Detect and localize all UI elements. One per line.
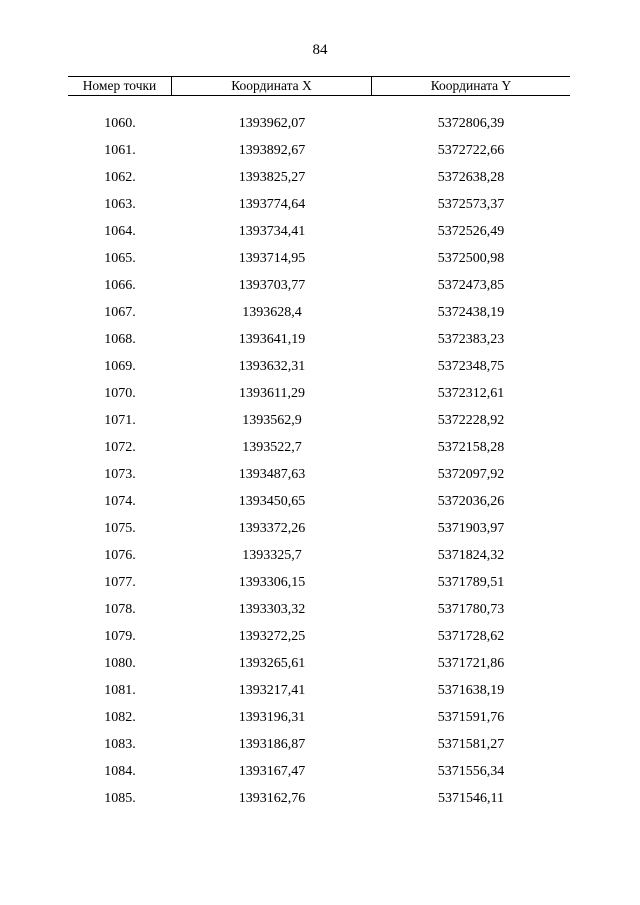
cell-coordinate-x: 1393522,7 <box>242 440 302 455</box>
table-row <box>68 299 570 326</box>
table-row <box>68 353 570 380</box>
cell-coordinate-y: 5372806,39 <box>437 116 505 131</box>
cell-coordinate-x: 1393714,95 <box>238 251 306 266</box>
cell-coordinate-x: 1393632,31 <box>238 359 306 374</box>
cell-coordinate-y: 5371556,34 <box>437 764 505 779</box>
cell-point-number: 1061. <box>104 143 136 158</box>
cell-point-number: 1073. <box>104 467 136 482</box>
cell-point-number: 1079. <box>104 629 136 644</box>
cell-point-number: 1076. <box>104 548 136 563</box>
cell-coordinate-x: 1393265,61 <box>238 656 306 671</box>
cell-point-number: 1078. <box>104 602 136 617</box>
cell-point-number: 1080. <box>104 656 136 671</box>
cell-coordinate-y: 5372573,37 <box>437 197 505 212</box>
cell-coordinate-x: 1393628,4 <box>242 305 302 320</box>
cell-point-number: 1067. <box>104 305 136 320</box>
cell-coordinate-y: 5371721,86 <box>437 656 505 671</box>
table-row <box>68 785 570 812</box>
cell-point-number: 1063. <box>104 197 136 212</box>
cell-coordinate-x: 1393641,19 <box>238 332 306 347</box>
cell-coordinate-x: 1393962,07 <box>238 116 306 131</box>
table-row <box>68 218 570 245</box>
cell-coordinate-x: 1393562,9 <box>242 413 302 428</box>
cell-point-number: 1065. <box>104 251 136 266</box>
cell-coordinate-x: 1393272,25 <box>238 629 306 644</box>
cell-coordinate-y: 5372383,23 <box>437 332 505 347</box>
table-row <box>68 191 570 218</box>
cell-coordinate-y: 5371789,51 <box>437 575 505 590</box>
cell-coordinate-x: 1393611,29 <box>239 386 305 401</box>
cell-point-number: 1060. <box>104 116 136 131</box>
cell-coordinate-y: 5371728,62 <box>437 629 505 644</box>
table-row <box>68 407 570 434</box>
table-row <box>68 515 570 542</box>
cell-coordinate-x: 1393450,65 <box>238 494 306 509</box>
table-row <box>68 137 570 164</box>
page-number: 84 <box>312 42 328 58</box>
cell-coordinate-y: 5372473,85 <box>437 278 505 293</box>
cell-coordinate-y: 5372526,49 <box>437 224 505 239</box>
header-coordinate-y: Координата Y <box>430 78 512 93</box>
table-row <box>68 326 570 353</box>
cell-coordinate-x: 1393892,67 <box>238 143 306 158</box>
table-row <box>68 245 570 272</box>
header-coordinate-x: Координата X <box>172 77 372 95</box>
cell-coordinate-y: 5372097,92 <box>437 467 505 482</box>
cell-coordinate-x: 1393774,64 <box>238 197 306 212</box>
cell-coordinate-y: 5372036,26 <box>437 494 505 509</box>
cell-coordinate-x: 1393186,87 <box>238 737 306 752</box>
cell-point-number: 1066. <box>104 278 136 293</box>
table-row <box>68 461 570 488</box>
cell-coordinate-x: 1393196,31 <box>238 710 306 725</box>
header-point-number: Номер точки <box>68 77 172 95</box>
cell-coordinate-y: 5371638,19 <box>437 683 505 698</box>
cell-point-number: 1069. <box>104 359 136 374</box>
cell-coordinate-y: 5371780,73 <box>437 602 505 617</box>
cell-coordinate-y: 5371903,97 <box>437 521 505 536</box>
cell-point-number: 1075. <box>104 521 136 536</box>
cell-coordinate-y: 5371591,76 <box>437 710 505 725</box>
cell-coordinate-y: 5371546,11 <box>438 791 504 806</box>
table-row <box>68 650 570 677</box>
cell-coordinate-y: 5372348,75 <box>437 359 505 374</box>
table-row <box>68 434 570 461</box>
cell-coordinate-x: 1393325,7 <box>242 548 302 563</box>
cell-coordinate-y: 5372158,28 <box>437 440 505 455</box>
table-row <box>68 272 570 299</box>
cell-point-number: 1071. <box>104 413 136 428</box>
cell-point-number: 1068. <box>104 332 136 347</box>
table-row <box>68 542 570 569</box>
cell-coordinate-x: 1393703,77 <box>238 278 306 293</box>
cell-point-number: 1085. <box>104 791 136 806</box>
cell-coordinate-x: 1393306,15 <box>238 575 306 590</box>
table-row <box>68 731 570 758</box>
cell-coordinate-y: 5372312,61 <box>437 386 505 401</box>
cell-coordinate-y: 5372228,92 <box>437 413 505 428</box>
cell-coordinate-y: 5372722,66 <box>437 143 505 158</box>
cell-point-number: 1081. <box>104 683 136 698</box>
table-body <box>68 110 570 812</box>
table-row <box>68 164 570 191</box>
cell-point-number: 1077. <box>104 575 136 590</box>
cell-point-number: 1062. <box>104 170 136 185</box>
table-row <box>68 110 570 137</box>
cell-point-number: 1084. <box>104 764 136 779</box>
cell-coordinate-y: 5372638,28 <box>437 170 505 185</box>
table-row <box>68 380 570 407</box>
cell-coordinate-x: 1393487,63 <box>238 467 306 482</box>
table-row <box>68 704 570 731</box>
cell-coordinate-x: 1393734,41 <box>238 224 306 239</box>
cell-point-number: 1074. <box>104 494 136 509</box>
cell-coordinate-x: 1393167,47 <box>238 764 306 779</box>
table-row <box>68 569 570 596</box>
cell-point-number: 1070. <box>104 386 136 401</box>
table-row <box>68 677 570 704</box>
cell-point-number: 1072. <box>104 440 136 455</box>
table-row <box>68 758 570 785</box>
table-row <box>68 488 570 515</box>
cell-point-number: 1083. <box>104 737 136 752</box>
cell-coordinate-y: 5372438,19 <box>437 305 505 320</box>
cell-coordinate-y: 5371581,27 <box>437 737 505 752</box>
cell-coordinate-x: 1393825,27 <box>238 170 306 185</box>
cell-coordinate-x: 1393303,32 <box>238 602 306 617</box>
table-row <box>68 623 570 650</box>
cell-coordinate-x: 1393217,41 <box>238 683 306 698</box>
cell-coordinate-x: 1393162,76 <box>238 791 306 806</box>
cell-coordinate-y: 5371824,32 <box>437 548 505 563</box>
table-header <box>68 76 570 96</box>
cell-point-number: 1064. <box>104 224 136 239</box>
cell-coordinate-y: 5372500,98 <box>437 251 505 266</box>
cell-coordinate-x: 1393372,26 <box>238 521 306 536</box>
table-row <box>68 596 570 623</box>
coordinates-table <box>68 76 570 812</box>
cell-point-number: 1082. <box>104 710 136 725</box>
